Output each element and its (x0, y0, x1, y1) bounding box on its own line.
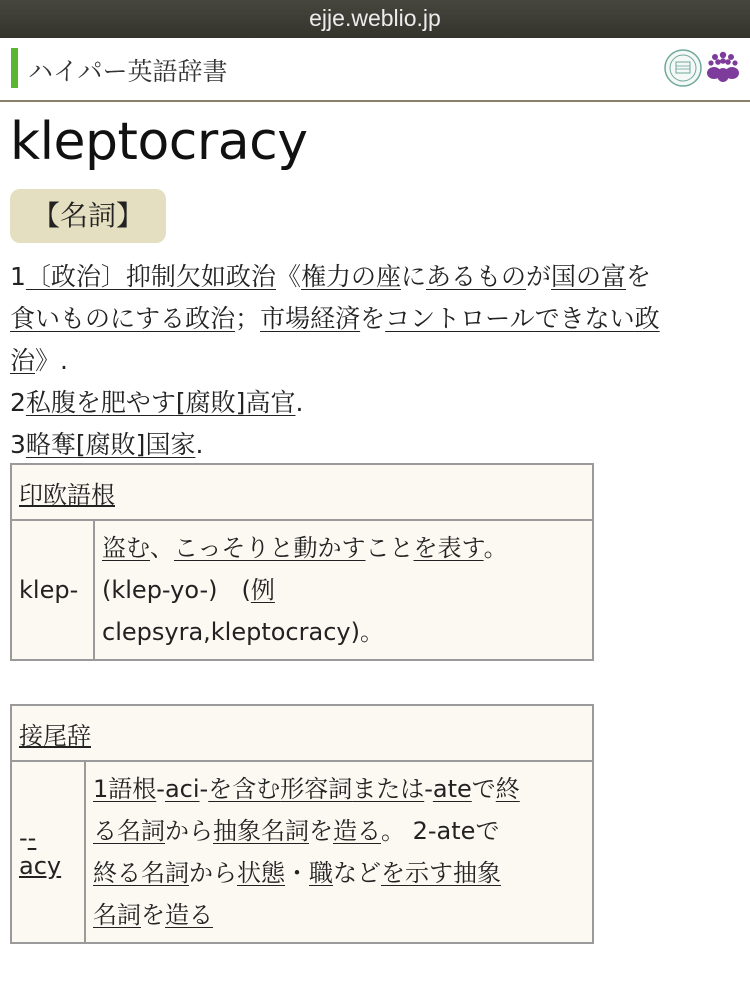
word-link[interactable]: できない (534, 304, 635, 333)
text: 。 (483, 534, 508, 562)
text: (klep-yo-) ( (102, 576, 251, 604)
word-link[interactable]: 略奪 (25, 430, 76, 459)
text: clepsyra,kleptocracy)。 (102, 618, 384, 646)
word-link[interactable]: あるもの (425, 262, 526, 291)
text: - (199, 775, 209, 803)
definition-2 (10, 382, 744, 424)
def-text: . (295, 388, 304, 417)
word-link[interactable]: または (352, 775, 425, 803)
domain-link[interactable]: 〔政治〕 (25, 262, 126, 291)
definition-1-end (10, 340, 744, 382)
word-link[interactable]: ate (432, 775, 472, 803)
text: - (19, 824, 28, 852)
word-link[interactable]: る名詞 (93, 817, 165, 845)
suffix-line-1 (93, 768, 585, 810)
text: - (424, 775, 433, 803)
word-link[interactable]: 盗む (102, 534, 150, 562)
text: から (165, 817, 213, 845)
word-link[interactable]: もの (60, 304, 111, 333)
def-text: を (360, 304, 386, 333)
university-seal-logo[interactable] (664, 49, 702, 87)
word-link[interactable]: 抑制欠如政治 (125, 262, 276, 291)
definition-3 (10, 424, 744, 466)
word-link[interactable]: 食い (10, 304, 61, 333)
browser-url-bar[interactable] (0, 0, 750, 38)
word-link[interactable]: コントロール (385, 304, 535, 333)
text: 。 2-ateで (381, 817, 500, 845)
header-accent-bar (11, 48, 18, 88)
word-link[interactable]: 職 (309, 859, 333, 887)
word-link[interactable]: 造る (333, 817, 381, 845)
word-link[interactable]: に (110, 304, 136, 333)
word-link[interactable]: [腐敗] (75, 430, 146, 459)
def-number: 3 (10, 430, 26, 459)
def-text: 《 (275, 262, 301, 291)
root-line-2 (102, 569, 585, 611)
word-link[interactable]: 終る名詞 (93, 859, 189, 887)
def-text: を (626, 262, 652, 291)
word-link[interactable]: 市場経済 (260, 304, 361, 333)
text: ・ (285, 859, 309, 887)
word-link[interactable]: 国の富 (551, 262, 627, 291)
def-text: . (195, 430, 204, 459)
suffix-line-4 (93, 894, 585, 936)
text: 、 (150, 534, 174, 562)
suffix-meaning (85, 761, 593, 943)
site-title[interactable]: ハイパー英語辞書 (28, 57, 228, 86)
text: を (141, 901, 165, 929)
definition-list (10, 256, 744, 466)
word-link[interactable]: 終 (495, 775, 520, 803)
paulownia-crest-icon[interactable] (705, 49, 741, 85)
text: から (189, 859, 237, 887)
word-link[interactable]: 高官 (245, 388, 296, 417)
word-link[interactable]: を表す (413, 534, 484, 562)
def-text: ； (235, 304, 261, 333)
word-link[interactable]: 例 (250, 576, 275, 604)
word-link[interactable]: 国家 (145, 430, 196, 459)
suffix-line-2 (93, 810, 585, 852)
root-meaning (94, 520, 593, 660)
word-link[interactable]: 抽象名詞 (213, 817, 309, 845)
word-link[interactable]: こっそりと動かす (174, 534, 366, 562)
word-link[interactable]: 状態 (237, 859, 285, 887)
url-text[interactable]: ejje.weblio.jp (309, 5, 441, 31)
def-number: 2 (10, 388, 26, 417)
suffix-line-3 (93, 852, 585, 894)
word-link[interactable]: aci (164, 775, 200, 803)
word-link[interactable]: を示す (381, 859, 453, 887)
word-link[interactable]: 造る (165, 901, 213, 929)
suffix-table (10, 704, 594, 944)
word-link[interactable]: 私腹を肥やす (25, 388, 176, 417)
word-link[interactable]: 権力の座 (300, 262, 401, 291)
word-link[interactable]: -acy (19, 824, 62, 880)
text: で (471, 775, 496, 803)
text: など (333, 859, 381, 887)
text: - (156, 775, 165, 803)
definition-1 (10, 256, 744, 298)
suffix-table-header (11, 705, 593, 761)
word-link[interactable]: 政 (634, 304, 660, 333)
headword: kleptocracy (10, 112, 308, 172)
word-link[interactable]: 名詞 (93, 901, 141, 929)
suffix-term (11, 761, 85, 943)
word-link[interactable]: を含む (208, 775, 281, 803)
word-link[interactable]: する (135, 304, 186, 333)
root-table (10, 463, 594, 661)
text: を (309, 817, 333, 845)
def-text: 》. (35, 346, 68, 375)
word-link[interactable]: 治 (10, 346, 36, 375)
def-number: 1 (10, 262, 26, 291)
word-link[interactable]: [腐敗] (175, 388, 246, 417)
def-text: に (400, 262, 426, 291)
text: こと (365, 534, 414, 562)
root-line-3 (102, 611, 585, 653)
root-header-link[interactable]: 印欧語根 (19, 480, 115, 509)
root-line-1 (102, 527, 585, 569)
word-link[interactable]: 1語根 (93, 775, 157, 803)
word-link[interactable]: 形容詞 (280, 775, 353, 803)
suffix-header-link[interactable]: 接尾辞 (19, 721, 91, 750)
root-table-header (11, 464, 593, 520)
definition-1-cont (10, 298, 744, 340)
root-term: klep- (11, 520, 94, 660)
site-header (0, 38, 750, 102)
word-link[interactable]: 政治 (185, 304, 236, 333)
word-link[interactable]: 抽象 (453, 859, 501, 887)
def-text: が (526, 262, 552, 291)
part-of-speech-badge: 【名詞】 (10, 189, 166, 243)
